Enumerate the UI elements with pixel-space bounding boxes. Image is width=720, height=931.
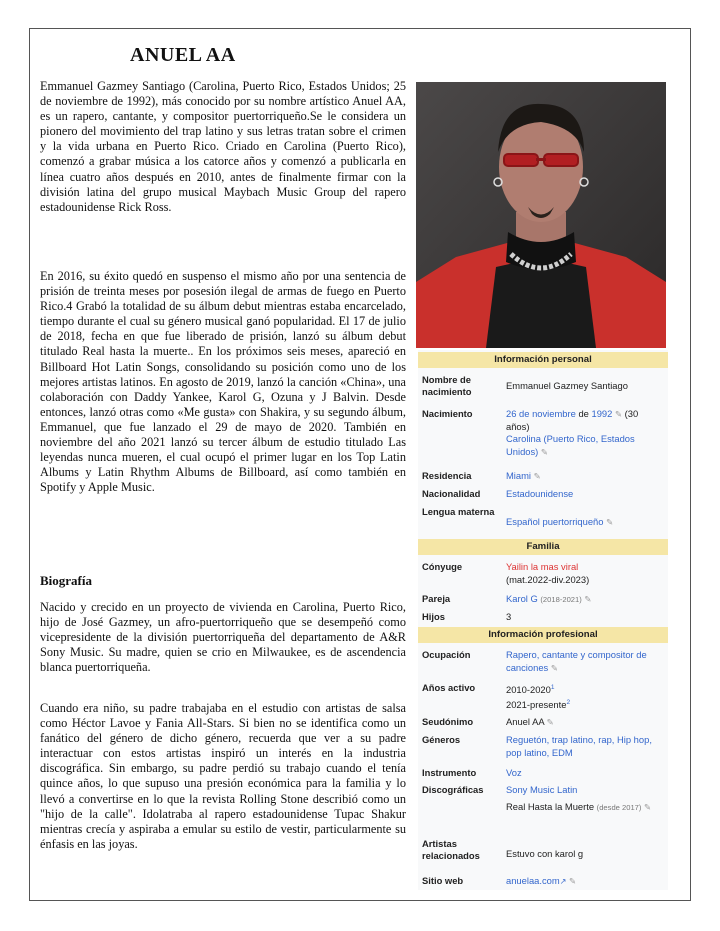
website-link[interactable]: anuelaa.com xyxy=(506,875,560,886)
anos-activo-value: 2010-2020$^1$ 2021-presente$^2$ xyxy=(506,684,571,710)
sitio-web-label: Sitio web xyxy=(422,875,464,886)
pencil-icon[interactable]: ✎ xyxy=(644,801,652,812)
ocupacion-label: Ocupación xyxy=(422,649,471,660)
nacimiento-label: Nacimiento xyxy=(422,408,473,419)
nacionalidad-label: Nacionalidad xyxy=(422,488,481,499)
pencil-icon[interactable]: ✎ xyxy=(606,517,614,527)
infobox-section-profesional: Información profesional xyxy=(418,627,668,643)
residencia-label: Residencia xyxy=(422,470,472,481)
pareja-link[interactable]: Karol G xyxy=(506,593,538,604)
pencil-icon[interactable]: ✎ xyxy=(614,409,623,419)
nacionalidad-value xyxy=(506,488,664,501)
anos-activo-label: Años activo xyxy=(422,682,476,693)
ocupacion-value xyxy=(506,649,664,674)
birth-place-link[interactable]: Carolina (Puerto Rico, Estados Unidos) xyxy=(506,433,635,457)
biography-heading: Biografía xyxy=(40,573,92,588)
lengua-label: Lengua materna xyxy=(422,506,495,517)
birth-date-link[interactable]: 26 de noviembre xyxy=(506,408,576,419)
generos-links[interactable]: Reguetón, trap latino, rap, Hip hop, pop latino, EDM xyxy=(506,734,652,758)
birth-year-link[interactable]: 1992 xyxy=(591,408,613,419)
hijos-label: Hijos xyxy=(422,611,445,622)
pencil-icon[interactable]: ✎ xyxy=(569,876,577,886)
pencil-icon[interactable]: ✎ xyxy=(533,471,541,481)
instrumento-value xyxy=(506,767,664,780)
nombre-label: Nombre de nacimiento xyxy=(422,374,472,397)
residencia-value xyxy=(506,470,664,483)
biography-paragraph-2: Cuando era niño, su padre trabajaba en el estudio con artistas de salsa como Héctor Lavoe y Fania All-Stars. Si bien no se identifica como un fanático del género de dicho género, recuerda que ver a su padre interactuar con estos artistas inspiró un interés en la industria discográfica. Sin embargo, su padre perdió su trabajo cuando el tenía quince años, lo que supuso una presión económica para la familia y lo llevó a convertirse en lo que la revista Rolling Stone describió como un "hijo de la calle". Idolatraba al rapero estadounidense Tupac Shakur mientras crecía y aspiraba a emular su estilo de vestir, particularmente su énfasis en las joyas. xyxy=(40,701,406,851)
intro-paragraph: Emmanuel Gazmey Santiago (Carolina, Puerto Rico, Estados Unidos; 25 de noviembre de 1992), más conocido por su nombre artístico Anuel AA, es un rapero, cantante, y compositor puertorriqueño.Se le considera un pionero del movimiento del trap latino y sus letras tratan sobre el crimen y la vida urbana en Puerto Rico. Criado en Carolina (Puerto Rico), comenzó a grabar música a los catorce años y comenzó a publicarla en línea cuatro años después en 2010, antes de finalmente firmar con la división latina del grupo musical Maybach Music Group del rapero estadounidense Rick Ross. xyxy=(40,79,406,214)
lengua-link[interactable]: Español puertorriqueño xyxy=(506,516,604,527)
generos-value xyxy=(506,734,664,759)
artistas-value: Estuvo con karol g xyxy=(506,848,584,859)
sony-music-link[interactable]: Sony Music Latin xyxy=(506,784,578,795)
nacionalidad-link[interactable]: Estadounidense xyxy=(506,488,574,499)
instrumento-label: Instrumento xyxy=(422,767,477,778)
conyuge-link[interactable]: Yailin la mas viral xyxy=(506,561,579,572)
seudonimo-value: Anuel AA ✎ xyxy=(506,716,554,727)
pencil-icon[interactable]: ✎ xyxy=(584,594,592,604)
artist-photo xyxy=(416,82,666,348)
nacimiento-value: 26 de noviembre de 1992 ✎ (30 años) Carolina (Puerto Rico, Estados Unidos) ✎ xyxy=(506,408,639,457)
conyuge-value: Yailin la mas viral (mat.2022-div.2023) xyxy=(506,561,590,585)
infobox-section-personal: Información personal xyxy=(418,352,668,368)
infobox xyxy=(418,350,668,890)
discograficas-label: Discográficas xyxy=(422,784,484,795)
pencil-icon[interactable]: ✎ xyxy=(540,446,549,457)
nombre-value: Emmanuel Gazmey Santiago xyxy=(506,380,628,391)
pencil-icon[interactable]: ✎ xyxy=(546,717,554,727)
infobox-section-familia: Familia xyxy=(418,539,668,555)
seudonimo-label: Seudónimo xyxy=(422,716,474,727)
generos-label: Géneros xyxy=(422,734,461,745)
sitio-web-value xyxy=(506,875,664,889)
external-link-icon[interactable]: ↗ xyxy=(559,877,567,886)
reference-2[interactable]: 2 xyxy=(566,698,571,706)
discograficas-value: Sony Music Latin Real Hasta la Muerte (desde 2017) ✎ xyxy=(506,784,652,812)
reference-1[interactable]: 1 xyxy=(550,684,555,691)
lengua-value xyxy=(506,516,664,529)
pareja-value: Karol G (2018-2021) ✎ xyxy=(506,593,592,604)
artistas-label: Artistas relacionados xyxy=(422,838,480,861)
instrumento-link[interactable]: Voz xyxy=(506,767,522,778)
pencil-icon[interactable]: ✎ xyxy=(550,662,558,673)
residencia-link[interactable]: Miami xyxy=(506,470,531,481)
hijos-value: 3 xyxy=(506,611,512,622)
pareja-label: Pareja xyxy=(422,593,451,604)
biography-paragraph-1: Nacido y crecido en un proyecto de vivienda en Carolina, Puerto Rico, hijo de José Gazmey, un afro-puertorriqueño que se desempeñó como vicepresidente de la división puertorriqueña del departamento de A&R Sony Music. Su madre, quien se crio en Milwaukee, es de ascendencia blanca puertorriqueña. xyxy=(40,600,406,675)
career-paragraph: En 2016, su éxito quedó en suspenso el mismo año por una sentencia de prisión de treinta meses por posesión ilegal de armas de fuego en Puerto Rico.4 Grabó la totalidad de su álbum debut mientras estaba encarcelado, tiempo durante el cual su género musical ganó popularidad. El 17 de julio de 2018, fecha en que fue liberado de prisión, lanzó su álbum debut titulado Real hasta la muerte.. En los próximos seis meses, apareció en Billboard Hot Latin Songs, consolidando su posición como uno de los mejores artistas latinos. En agosto de 2019, lanzó la canción «China», una colaboración con Daddy Yankee, Karol G, Ozuna y J Balvin. Desde entonces, lanzó otras como «Me gusta» con Shakira, y su segundo álbum, Emmanuel, que fue lanzado el 29 de mayo de 2020. También en noviembre del año 2021 lanzó su tercer álbum de estudio titulado Las leyendas nunca mueren, el cual ocupó el primer lugar en los Top Latin Albums y Latin Rhythm Albums de Billboard, así como también en Spotify y Apple Music. xyxy=(40,269,406,495)
conyuge-label: Cónyuge xyxy=(422,561,463,572)
page-title: ANUEL AA xyxy=(130,44,236,66)
ocupacion-link[interactable]: Rapero, cantante y compositor de canciones xyxy=(506,649,647,673)
